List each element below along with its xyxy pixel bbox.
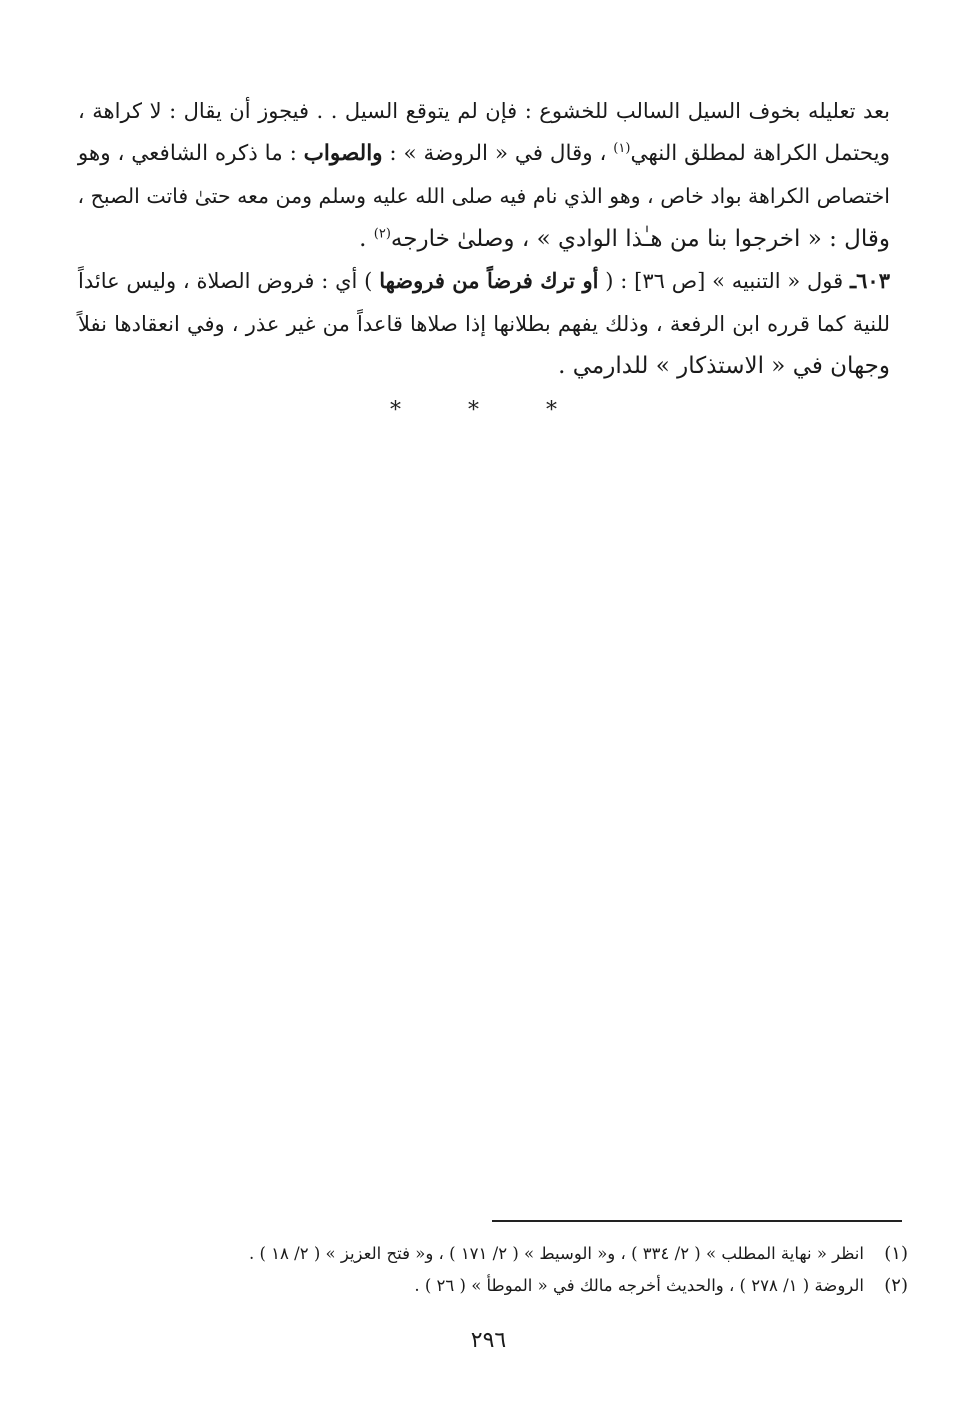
footnote-ref-2[interactable]: (٢) (373, 225, 391, 241)
text-run: ، وقال في « الروضة » : (382, 140, 614, 166)
footnotes (200, 1238, 908, 1302)
text-line (78, 303, 890, 346)
text-line (78, 345, 890, 388)
text-run: وجهان في « الاستذكار » للدارمي . (558, 353, 890, 379)
text-line (78, 90, 890, 133)
text-line (78, 175, 890, 218)
footnote-divider (492, 1220, 902, 1222)
text-line (78, 218, 890, 261)
footnote-1 (200, 1238, 908, 1270)
text-run: : ما ذكره الشافعي ، وهو (77, 140, 304, 166)
text-run: اختصاص الكراهة بواد خاص ، وهو الذي نام فيه صلى الله عليه وسلم ومن معه حتىٰ فاتت الصبح ، (77, 184, 890, 208)
main-text (78, 90, 890, 388)
paragraph-2 (78, 260, 890, 388)
paragraph-1 (78, 90, 890, 260)
bold-quote: أو ترك فرضاً من فروضها (379, 268, 599, 293)
text-run: بعد تعليله بخوف السيل السالب للخشوع : فإن لم يتوقع السيل . . فيجوز أن يقال : لا كراهة ، (78, 99, 890, 123)
text-run: قول « التنبيه » [ص ٣٦] : ( (598, 269, 850, 293)
footnote-ref-1[interactable]: (١) (613, 140, 631, 156)
footnote-number: (١) (884, 1243, 908, 1264)
text-run: وقال : « اخرجوا بنا من هـٰذا الوادي » ، وصلىٰ خارجه (390, 225, 890, 252)
text-run: للنية كما قرره ابن الرفعة ، وذلك يفهم بطلانها إذا صلاها قاعداً من غير عذر ، وفي انعقادها نفلاً (78, 311, 890, 336)
footnote-text: الروضة ( ١/ ٢٧٨ ) ، والحديث أخرجه مالك في « الموطأ » ( ٢٦ ) . (414, 1276, 864, 1295)
page-number: ٢٩٦ (470, 1328, 507, 1353)
text-run: . (359, 225, 374, 252)
footnote-2 (200, 1270, 908, 1302)
footnote-number: (٢) (884, 1275, 908, 1296)
text-line (78, 133, 890, 176)
text-run: ) أي : فروض الصلاة ، وليس عائداً (78, 269, 380, 293)
footnote-text: انظر « نهاية المطلب » ( ٢/ ٣٣٤ ) ، و« الوسيط » ( ٢/ ١٧١ ) ، و« فتح العزيز » ( ٢/ ١٨ ) . (249, 1244, 864, 1263)
bold-term: والصواب (303, 140, 383, 166)
section-separator: * * * (390, 398, 587, 423)
text-run: ويحتمل الكراهة لمطلق النهي (630, 140, 890, 166)
issue-number: ٦٠٣ـ (850, 268, 890, 293)
text-line (78, 260, 890, 303)
